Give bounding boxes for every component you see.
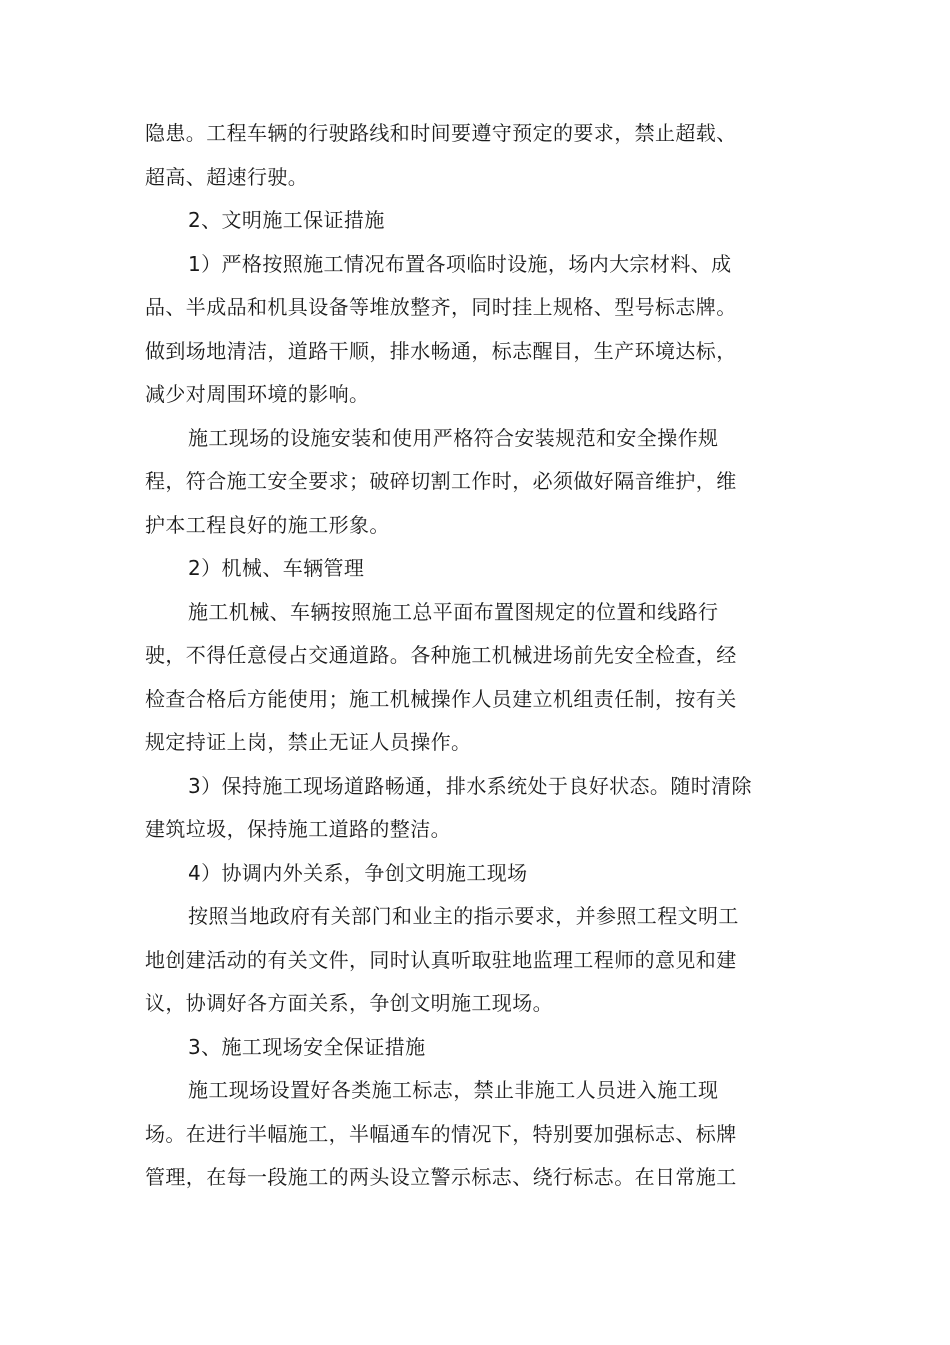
paragraph-first-line: 3、施工现场安全保证措施 <box>188 1034 426 1059</box>
paragraph-line: 减少对周围环境的影响。 <box>145 382 370 406</box>
paragraph-first-line: 2、文明施工保证措施 <box>188 208 385 232</box>
paragraph-line: 检查合格后方能使用；施工机械操作人员建立机组责任制，按有关 <box>145 686 737 711</box>
paragraph-first-line: 按照当地政府有关部门和业主的指示要求，并参照工程文明工 <box>188 904 739 928</box>
paragraph-line: 场。在进行半幅施工，半幅通车的情况下，特别要加强标志、标牌 <box>145 1121 737 1146</box>
paragraph-first-line: 1）严格按照施工情况布置各项临时设施，场内大宗材料、成 <box>188 251 732 276</box>
paragraph-first-line: 施工现场的设施安装和使用严格符合安装规范和安全操作规 <box>188 425 719 450</box>
paragraph-line: 管理，在每一段施工的两头设立警示标志、绕行标志。在日常施工 <box>145 1165 737 1189</box>
paragraph-first-line: 3）保持施工现场道路畅通，排水系统处于良好状态。随时清除 <box>188 773 752 798</box>
paragraph-line: 建筑垃圾，保持施工道路的整洁。 <box>145 817 451 841</box>
document-body <box>145 112 785 1200</box>
paragraph-line: 驶，不得任意侵占交通道路。各种施工机械进场前先安全检查，经 <box>145 643 737 667</box>
paragraph-line: 做到场地清洁，道路干顺，排水畅通，标志醒目，生产环境达标， <box>145 338 737 363</box>
paragraph-first-line: 施工现场设置好各类施工标志，禁止非施工人员进入施工现 <box>188 1078 719 1102</box>
paragraph-line: 规定持证上岗，禁止无证人员操作。 <box>145 730 472 754</box>
paragraph-line: 地创建活动的有关文件，同时认真听取驻地监理工程师的意见和建 <box>145 947 737 972</box>
paragraph-first-line: 4）协调内外关系，争创文明施工现场 <box>188 860 528 885</box>
paragraph-line: 品、半成品和机具设备等堆放整齐，同时挂上规格、型号标志牌。 <box>145 295 737 319</box>
paragraph-first-line: 2）机械、车辆管理 <box>188 556 365 580</box>
paragraph-line: 程，符合施工安全要求；破碎切割工作时，必须做好隔音维护，维 <box>145 469 737 493</box>
paragraph-line: 议，协调好各方面关系，争创文明施工现场。 <box>145 991 553 1015</box>
paragraph-line: 护本工程良好的施工形象。 <box>145 512 390 537</box>
paragraph-line: 超高、超速行驶。 <box>145 164 309 189</box>
paragraph-first-line: 施工机械、车辆按照施工总平面布置图规定的位置和线路行 <box>188 599 719 624</box>
paragraph-line: 隐患。工程车辆的行驶路线和时间要遵守预定的要求，禁止超载、 <box>145 121 737 145</box>
